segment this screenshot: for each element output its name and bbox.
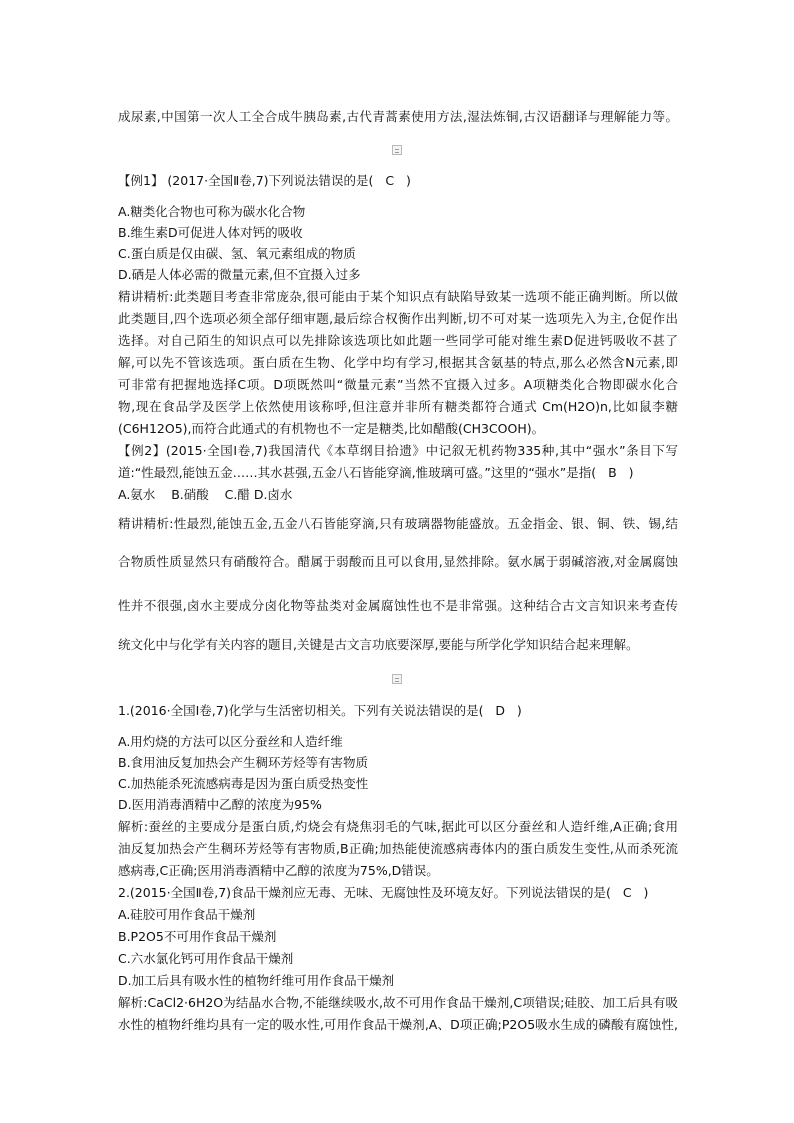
- option-c: C.蛋白质是仅由碳、氢、氧元素组成的物质: [118, 246, 356, 261]
- question-2: 2.(2015·全国Ⅱ卷,7)食品干燥剂应无毒、无味、无腐蚀性及环境友好。下列说法错误的是( C ): [118, 885, 649, 900]
- example-2-question: 道:“性最烈,能蚀五金……其水甚强,五金八石皆能穿滴,惟玻璃可盛。”这里的“强水”是指( B ): [118, 465, 634, 480]
- explanation-line: 物,现在食品学及医学上依然使用该称呼,但注意并非所有糖类都符合通式 Cm(H2O)n,比如鼠李糖: [118, 399, 678, 414]
- example-2-question: 【例2】(2015·全国Ⅰ卷,7)我国清代《本草纲目拾遗》中记叙无机药物335种,其中“强水”条目下写: [118, 443, 678, 458]
- explanation-line: 统文化中与化学有关内容的题目,关键是古文言功底要深厚,要能与所学化学知识结合起来理解。: [118, 637, 639, 652]
- option-b: B.维生素D可促进人体对钙的吸收: [118, 225, 303, 240]
- text-line: 成尿素,中国第一次人工全合成牛胰岛素,古代青蒿素使用方法,湿法炼铜,古汉语翻译与理解能力等。: [118, 109, 678, 124]
- explanation-line: 解,可以先不管该选项。蛋白质在生物、化学中均有学习,根据其含氨基的特点,那么必然含N元素,即: [118, 355, 678, 370]
- option-a: A.糖类化合物也可称为碳水化合物: [118, 204, 306, 219]
- analysis-line: 解析:CaCl2·6H2O为结晶水合物,不能继续吸水,故不可用作食品干燥剂,C项错误;硅胶、加工后具有吸: [118, 995, 678, 1010]
- option-c: C.加热能杀死流感病毒是因为蛋白质受热变性: [118, 776, 369, 791]
- image-placeholder-icon: [392, 145, 402, 155]
- option-a: A.硅胶可用作食品干燥剂: [118, 907, 256, 922]
- explanation-line: 此类题目,四个选项必须全部仔细审题,最后综合权衡作出判断,切不可对某一选项先入为主,仓促作出: [118, 311, 678, 326]
- option-d: D.医用消毒酒精中乙醇的浓度为95%: [118, 797, 322, 812]
- option-a: A.用灼烧的方法可以区分蚕丝和人造纤维: [118, 734, 343, 749]
- option-d: D.硒是人体必需的微量元素,但不宜摄入过多: [118, 267, 361, 282]
- analysis-line: 解析:蚕丝的主要成分是蛋白质,灼烧会有烧焦羽毛的气味,据此可以区分蚕丝和人造纤维,A正确;食用: [118, 819, 678, 834]
- option-c: C.六水氯化钙可用作食品干燥剂: [118, 951, 294, 966]
- explanation-line: 精讲精析:此类题目考查非常庞杂,很可能由于某个知识点有缺陷导致某一选项不能正确判断。所以做: [118, 289, 678, 304]
- explanation-line: 可非常有把握地选择C项。D项既然叫“微量元素”当然不宜摄入过多。A项糖类化合物即碳水化合: [118, 377, 678, 392]
- explanation-line: 精讲精析:性最烈,能蚀五金,五金八石皆能穿滴,只有玻璃器物能盛放。五金指金、银、铜、铁、锡,结: [118, 516, 678, 531]
- image-placeholder-icon: [392, 674, 402, 684]
- analysis-line: 感病毒,C正确;医用消毒酒精中乙醇的浓度为75%,D错误。: [118, 863, 439, 878]
- example-2-options: A.氨水 B.硝酸 C.醋 D.卤水: [118, 487, 293, 502]
- option-d: D.加工后具有吸水性的植物纤维可用作食品干燥剂: [118, 973, 395, 988]
- question-1: 1.(2016·全国Ⅰ卷,7)化学与生活密切相关。下列有关说法错误的是( D ): [118, 703, 522, 718]
- explanation-line: 选择。对自己陌生的知识点可以先排除该选项比如此题一些同学可能对维生素D促进钙吸收不甚了: [118, 333, 678, 348]
- explanation-line: 性并不很强,卤水主要成分卤化物等盐类对金属腐蚀性也不是非常强。这种结合古文言知识来考查传: [118, 598, 678, 613]
- analysis-line: 油反复加热会产生稠环芳烃等有害物质,B正确;加热能使流感病毒体内的蛋白质发生变性,从而杀死流: [118, 841, 678, 856]
- explanation-line: (C6H12O5),而符合此通式的有机物也不一定是糖类,比如醋酸(CH3COOH)。: [118, 421, 545, 436]
- option-b: B.P2O5不可用作食品干燥剂: [118, 929, 277, 944]
- example-1-question: 【例1】 (2017·全国Ⅱ卷,7)下列说法错误的是( C ): [118, 173, 411, 188]
- explanation-line: 合物质性质显然只有硝酸符合。醋属于弱酸而且可以食用,显然排除。氨水属于弱碱溶液,对金属腐蚀: [118, 554, 678, 569]
- analysis-line: 水性的植物纤维均具有一定的吸水性,可用作食品干燥剂,A、D项正确;P2O5吸水生成的磷酸有腐蚀性,: [118, 1017, 678, 1032]
- option-b: B.食用油反复加热会产生稠环芳烃等有害物质: [118, 755, 369, 770]
